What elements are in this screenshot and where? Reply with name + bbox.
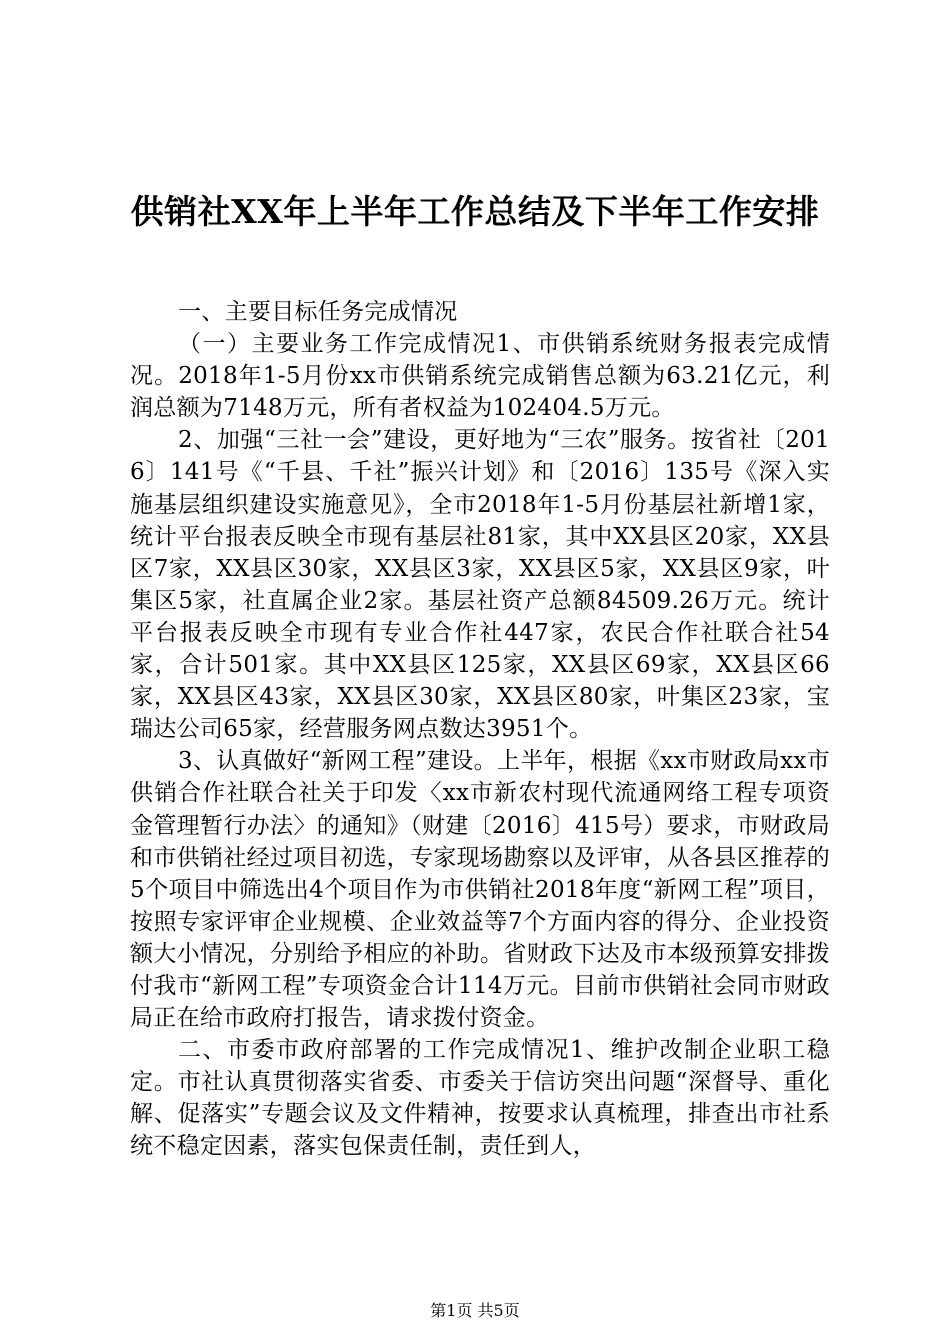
paragraph-government-tasks: 二、市委市政府部署的工作完成情况1、维护改制企业职工稳定。市社认真贯彻落实省委、市委关于信访突出问题“深督导、重化解、促落实”专题会议及文件精神，按要求认真梳理，排查出市社系统不稳定因素，落实包保责任制，责任到人， xyxy=(130,1037,830,1160)
document-title: 供销社XX年上半年工作总结及下半年工作安排 xyxy=(130,192,820,231)
paragraph-finance-report: （一）主要业务工作完成情况1、市供销系统财务报表完成情况。2018年1-5月份xx市供销系统完成销售总额为63.21亿元，利润总额为7148万元，所有者权益为102404.5万元。 xyxy=(130,331,830,422)
paragraph-section-heading: 一、主要目标任务完成情况 xyxy=(178,299,458,325)
page-footer: 第1页 共5页 xyxy=(430,1301,520,1320)
paragraph-three-societies: 2、加强“三社一会”建设，更好地为“三农”服务。按省社〔2016〕141号《“千县、千社”振兴计划》和〔2016〕135号《深入实施基层组织建设实施意见》，全市2018年1-5月份基层社新增1家，统计平台报表反映全市现有基层社81家，其中XX县区20家，XX县区7家，XX县区30家，XX县区3家，XX县区5家，XX县区9家，叶集区5家，社直属企业2家。基层社资产总额84509.26万元。统计平台报表反映全市现有专业合作社447家，农民合作社联合社54家，合计501家。其中XX县区125家，XX县区69家，XX县区66家，XX县区43家，XX县区30家，XX县区80家，叶集区23家，宝瑞达公司65家，经营服务网点数达3951个。 xyxy=(130,427,830,743)
paragraph-new-network-project: 3、认真做好“新网工程”建设。上半年，根据《xx市财政局xx市供销合作社联合社关于印发〈xx市新农村现代流通网络工程专项资金管理暂行办法〉的通知》（财建〔2016〕415号）要求，市财政局和市供销社经过项目初选，专家现场勘察以及评审，从各县区推荐的5个项目中筛选出4个项目作为市供销社2018年度“新网工程”项目，按照专家评审企业规模、企业效益等7个方面内容的得分、企业投资额大小情况，分别给予相应的补助。省财政下达及市本级预算安排拨付我市“新网工程”专项资金合计114万元。目前市供销社会同市财政局正在给市政府打报告，请求拨付资金。 xyxy=(130,748,830,1032)
document-body xyxy=(130,296,830,1163)
